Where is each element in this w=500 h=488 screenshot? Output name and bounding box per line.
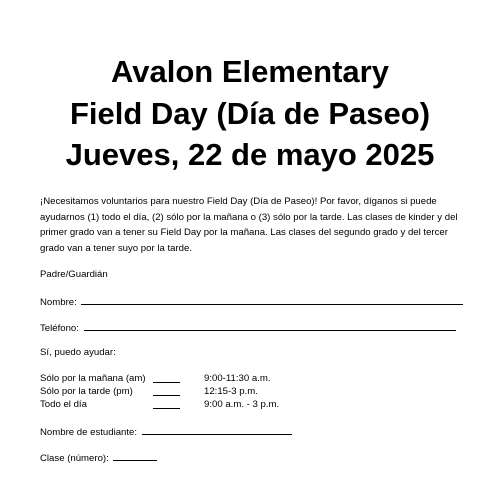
phone-label: Teléfono: xyxy=(40,323,79,334)
name-label: Nombre: xyxy=(40,297,77,308)
option-afternoon-label: Sólo por la tarde (pm) xyxy=(40,386,133,397)
option-allday-blank[interactable] xyxy=(153,399,180,409)
student-row xyxy=(40,425,292,439)
event-name-heading: Field Day (Día de Paseo) xyxy=(69,96,431,131)
can-help-label: Sí, puedo ayudar: xyxy=(40,347,116,358)
school-name-heading: Avalon Elementary xyxy=(111,54,389,89)
option-morning-label: Sólo por la mañana (am) xyxy=(40,373,146,384)
option-allday-label: Todo el día xyxy=(40,399,87,410)
name-blank-line[interactable] xyxy=(81,295,463,305)
student-name-blank-line[interactable] xyxy=(142,425,292,435)
class-number-label: Clase (número): xyxy=(40,453,109,464)
option-afternoon-time: 12:15-3 p.m. xyxy=(204,386,258,397)
option-morning-time: 9:00-11:30 a.m. xyxy=(204,373,271,384)
phone-blank-line[interactable] xyxy=(84,321,456,331)
phone-row xyxy=(40,321,456,335)
event-date-heading: Jueves, 22 de mayo 2025 xyxy=(65,137,435,172)
intro-paragraph: ¡Necesitamos voluntarios para nuestro Field Day (Día de Paseo)! Por favor, díganos si puede ayudarnos (1) todo el día, (2) sólo por la mañana o (3) sólo por la tarde. Las clases de kinder y del primer grado van a tener su Field Day por la mañana. Las clases del segundo grado y del tercer grado van a tener suyo por la tarde. xyxy=(40,196,458,254)
class-row xyxy=(40,451,157,465)
student-name-label: Nombre de estudiante: xyxy=(40,427,138,438)
class-number-blank-line[interactable] xyxy=(113,451,157,461)
option-morning-blank[interactable] xyxy=(153,373,180,383)
parent-guardian-label: Padre/Guardián xyxy=(40,269,108,280)
name-row xyxy=(40,295,463,309)
option-allday-time: 9:00 a.m. - 3 p.m. xyxy=(204,399,280,410)
option-afternoon-blank[interactable] xyxy=(153,386,180,396)
